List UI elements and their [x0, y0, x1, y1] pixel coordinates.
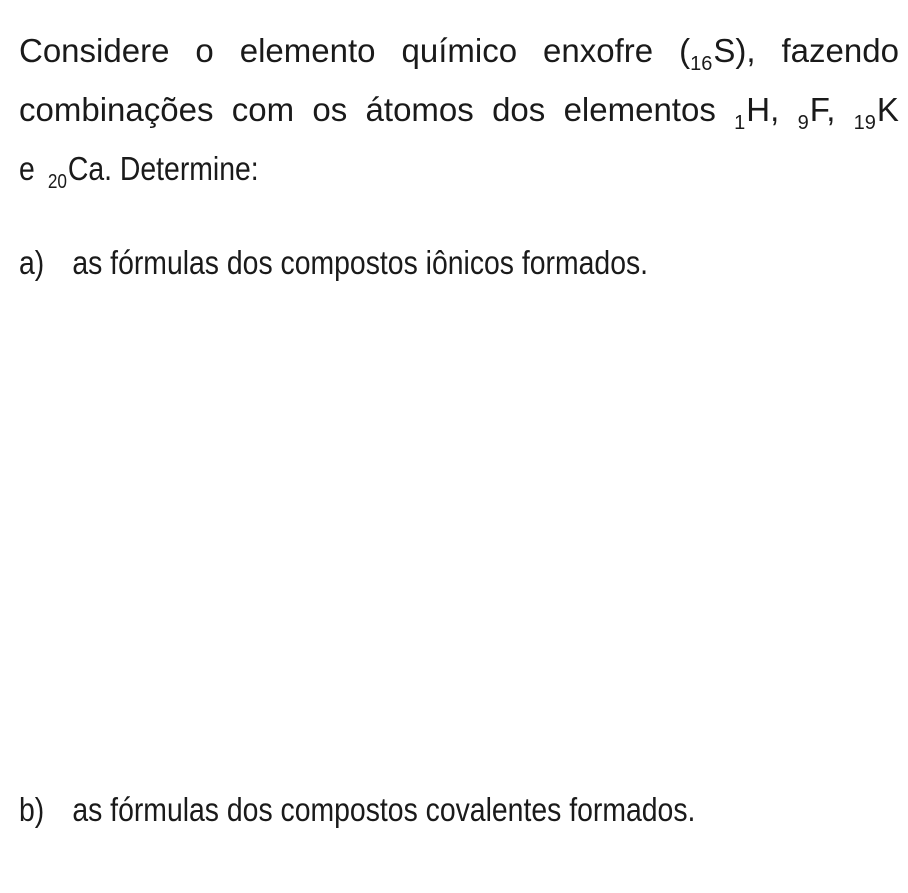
atomic-number: 16	[690, 53, 713, 75]
item-text: as fórmulas dos compostos iônicos formados.	[72, 244, 649, 281]
element-symbol: K	[876, 91, 899, 128]
item-text: as fórmulas dos compostos covalentes formados.	[72, 791, 696, 828]
element-symbol: Ca.	[67, 150, 113, 187]
word: combinações	[19, 91, 214, 128]
word: enxofre	[543, 32, 654, 69]
potassium-symbol	[853, 91, 899, 134]
answer-space-a[interactable]	[19, 300, 889, 770]
atomic-number: 1	[734, 112, 746, 134]
hydrogen-symbol	[734, 91, 780, 134]
atomic-number: 9	[797, 112, 809, 134]
word: o	[195, 32, 214, 69]
calcium-symbol	[43, 150, 113, 193]
word: Considere	[19, 32, 170, 69]
question-line-3	[19, 150, 259, 193]
word: átomos	[365, 91, 474, 128]
word: químico	[401, 32, 518, 69]
item-a	[19, 246, 648, 279]
word: elementos	[563, 91, 716, 128]
item-marker: b)	[19, 791, 45, 828]
element-symbol: H,	[746, 91, 780, 128]
word: dos	[492, 91, 546, 128]
word: elemento	[239, 32, 376, 69]
question-line-1	[19, 32, 899, 75]
sulfur-symbol	[679, 32, 756, 75]
word: fazendo	[781, 32, 899, 69]
word: e	[19, 150, 35, 187]
fluorine-symbol	[797, 91, 836, 134]
atomic-number: 20	[47, 171, 67, 193]
item-b	[19, 793, 695, 826]
item-marker: a)	[19, 244, 45, 281]
atomic-number: 19	[853, 112, 876, 134]
element-symbol: F,	[809, 91, 836, 128]
question-line-2	[19, 91, 899, 134]
word: com	[231, 91, 295, 128]
paren: (	[679, 32, 691, 69]
word: os	[312, 91, 348, 128]
word: Determine:	[119, 150, 259, 187]
element-symbol: S),	[713, 32, 756, 69]
